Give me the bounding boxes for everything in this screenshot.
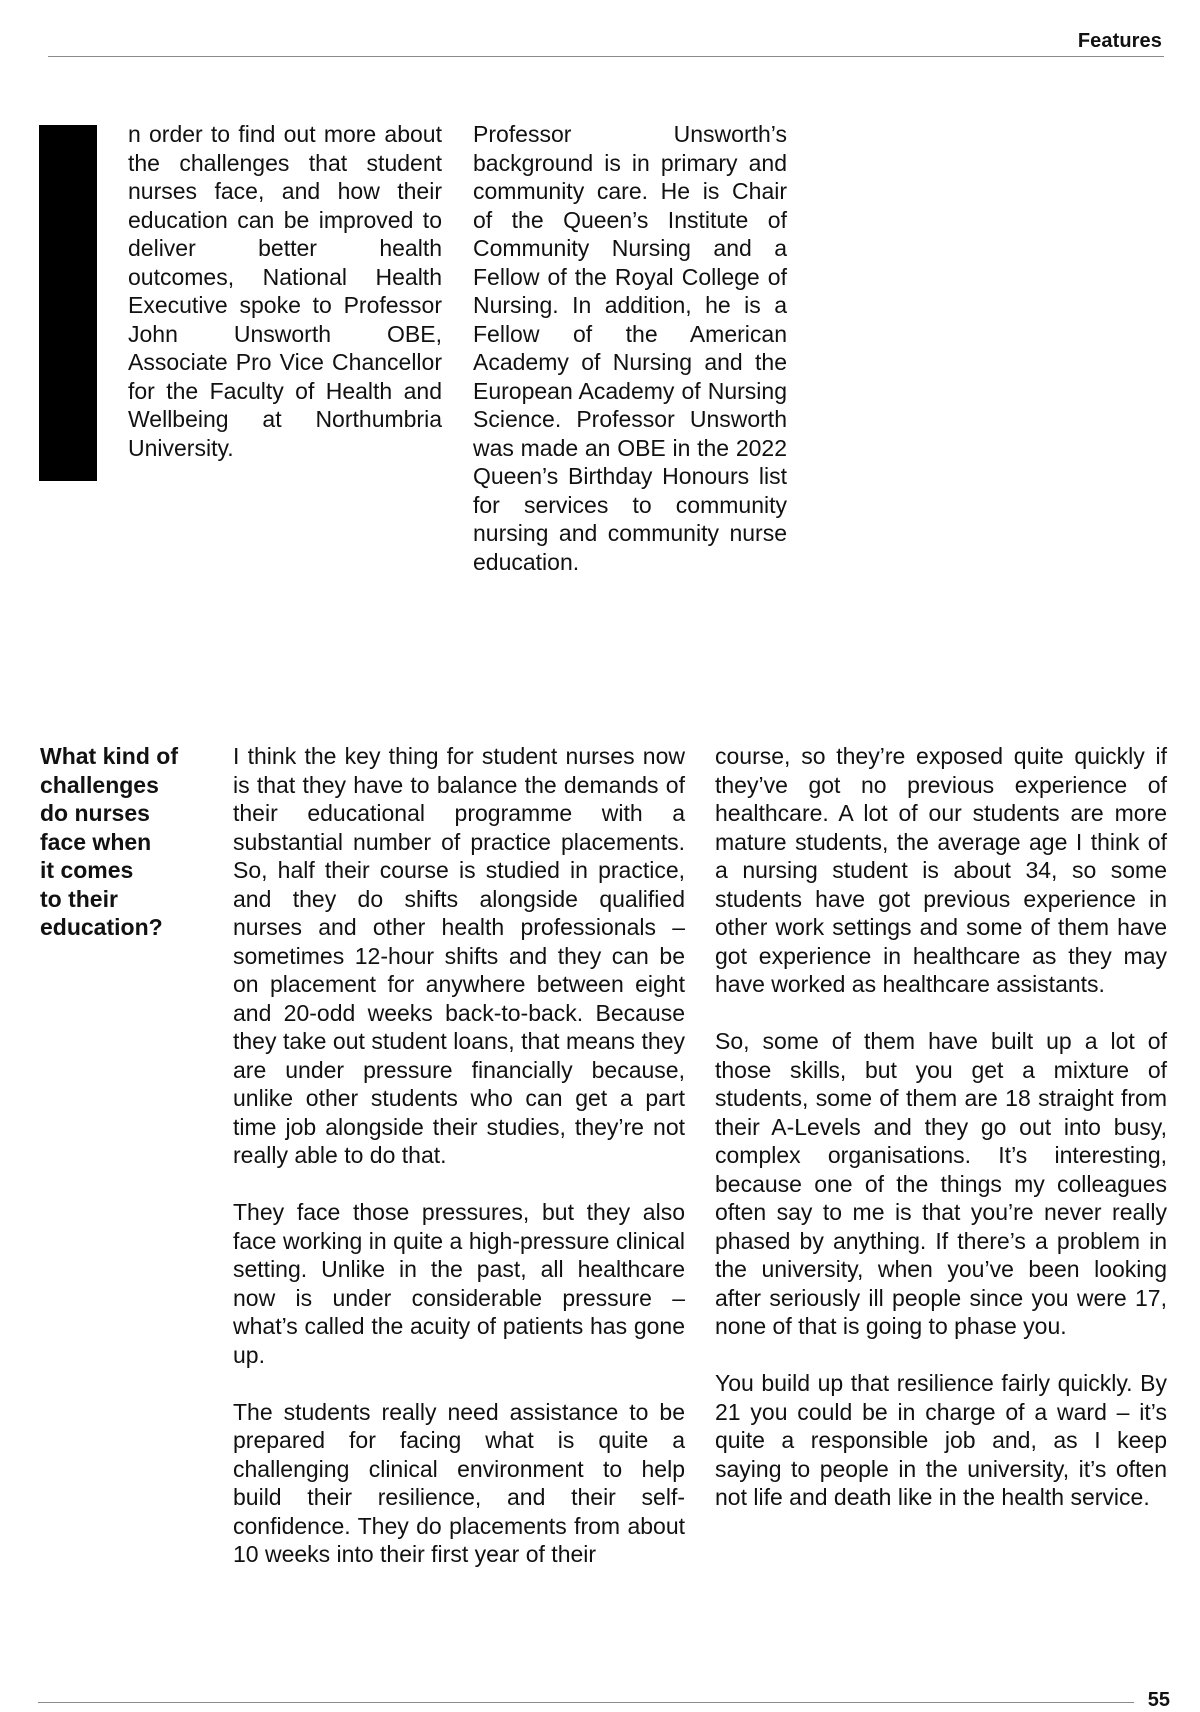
intro-column-left bbox=[128, 120, 442, 462]
question-line: to their bbox=[40, 885, 118, 912]
intro-paragraph-left: n order to find out more about the challenges that student nurses face, and how their education can be improved to deliver better health outcomes, National Health Executive spoke to Professor John Unsworth OBE, Associate Pro Vice Chancellor for the Faculty of Health and Wellbeing at Northumbria University. bbox=[128, 121, 442, 461]
drop-cap-block bbox=[39, 125, 97, 481]
answer-paragraph: So, some of them have built up a lot of those skills, but you get a mixture of students, some of them are 18 straight from their A-Levels and they go out into busy, complex organisations. It’s interesting, because one of the things my colleagues often say to me is that you’re never really phased by anything. If there’s a problem in the university, when you’ve been looking after seriously ill people since you were 17, none of that is going to phase you. bbox=[715, 1028, 1167, 1339]
question-line: education? bbox=[40, 914, 163, 940]
intro-column-right bbox=[473, 120, 787, 576]
answer-paragraph: I think the key thing for student nurses now is that they have to balance the demands of their educational programme with a substantial number of practice placements. So, half their course is studied in practice, and they do shifts alongside qualified nurses and other health professionals – sometimes 12-hour shifts and they can be on placement for anywhere between eight and 20-odd weeks back-to-back. Because they take out student loans, that means they are under pressure financially because, unlike other students who can get a part time job alongside their studies, they’re not really able to do that. bbox=[233, 743, 685, 1168]
answer-paragraph: The students really need assistance to be prepared for facing what is quite a challenging clinical environment to help build their resilience, and their self-confidence. They do placements from about 10 weeks into their first year of their bbox=[233, 1398, 685, 1567]
answer-paragraph: You build up that resilience fairly quickly. By 21 you could be in charge of a ward – it’s quite a responsible job and, as I keep saying to people in the university, it’s often not life and death like in the health service. bbox=[715, 1370, 1167, 1510]
question-line: What kind of bbox=[40, 743, 178, 769]
question-line: it comes bbox=[40, 857, 134, 883]
answer-column-right bbox=[715, 742, 1167, 1512]
question-line: face when bbox=[40, 828, 152, 855]
answer-paragraph: They face those pressures, but they also face working in quite a high-pressure clinical setting. Unlike in the past, all healthcare now is under considerable pressure – what’s called the acuity of patients has gone up. bbox=[233, 1199, 685, 1368]
question-line: do nurses bbox=[40, 800, 150, 826]
section-label: Features bbox=[1077, 30, 1162, 52]
intro-paragraph-right: Professor Unsworth’s background is in primary and community care. He is Chair of the Queen’s Institute of Community Nursing and a Fellow of the Royal College of Nursing. In addition, he is a Fellow of the American Academy of Nursing and the European Academy of Nursing Science. Professor Unsworth was made an OBE in the 2022 Queen’s Birthday Honours list for services to community nursing and community nurse education. bbox=[473, 121, 787, 575]
question-line: challenges bbox=[40, 771, 159, 798]
page-number: 55 bbox=[1147, 1689, 1170, 1711]
answer-paragraph: course, so they’re exposed quite quickly if they’ve got no previous experience of healthcare. A lot of our students are more mature students, the average age I think of a nursing student is about 34, so some students have got previous experience in other work settings and some of them have got experience in healthcare as they may have worked as healthcare assistants. bbox=[715, 743, 1167, 997]
footer-rule bbox=[38, 1702, 1134, 1703]
question-heading bbox=[40, 742, 200, 942]
answer-column-middle bbox=[233, 742, 685, 1569]
header-rule bbox=[48, 56, 1164, 57]
